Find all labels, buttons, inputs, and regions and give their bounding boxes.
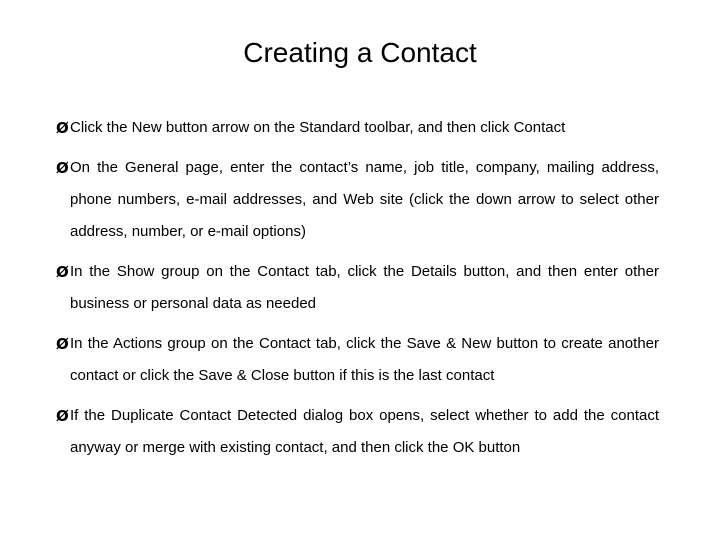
arrow-bullet-icon: Ø (56, 119, 69, 137)
arrow-bullet-icon: Ø (56, 335, 69, 353)
arrow-bullet-icon: Ø (56, 263, 69, 281)
arrow-bullet-icon: Ø (56, 159, 69, 177)
list-item (56, 112, 659, 144)
arrow-bullet-icon: Ø (56, 407, 69, 425)
list-item (56, 400, 659, 464)
list-item (56, 328, 659, 392)
slide-title: Creating a Contact (243, 37, 477, 68)
bullet-text: Click the New button arrow on the Standard toolbar, and then click Contact (70, 119, 566, 136)
bullet-text: In the Show group on the Contact tab, click the Details button, and then enter other business or personal data as needed (70, 263, 659, 312)
bullet-text: In the Actions group on the Contact tab, click the Save & New button to create another contact or click the Save & Close button if this is the last contact (70, 335, 659, 384)
bullet-list (56, 112, 659, 472)
bullet-text: If the Duplicate Contact Detected dialog box opens, select whether to add the contact anyway or merge with existing contact, and then click the OK button (70, 407, 659, 456)
list-item (56, 152, 659, 248)
list-item (56, 256, 659, 320)
bullet-text: On the General page, enter the contact’s name, job title, company, mailing address, phone numbers, e-mail addresses, and Web site (click the down arrow to select other address, number, or e-mail options) (70, 159, 659, 240)
